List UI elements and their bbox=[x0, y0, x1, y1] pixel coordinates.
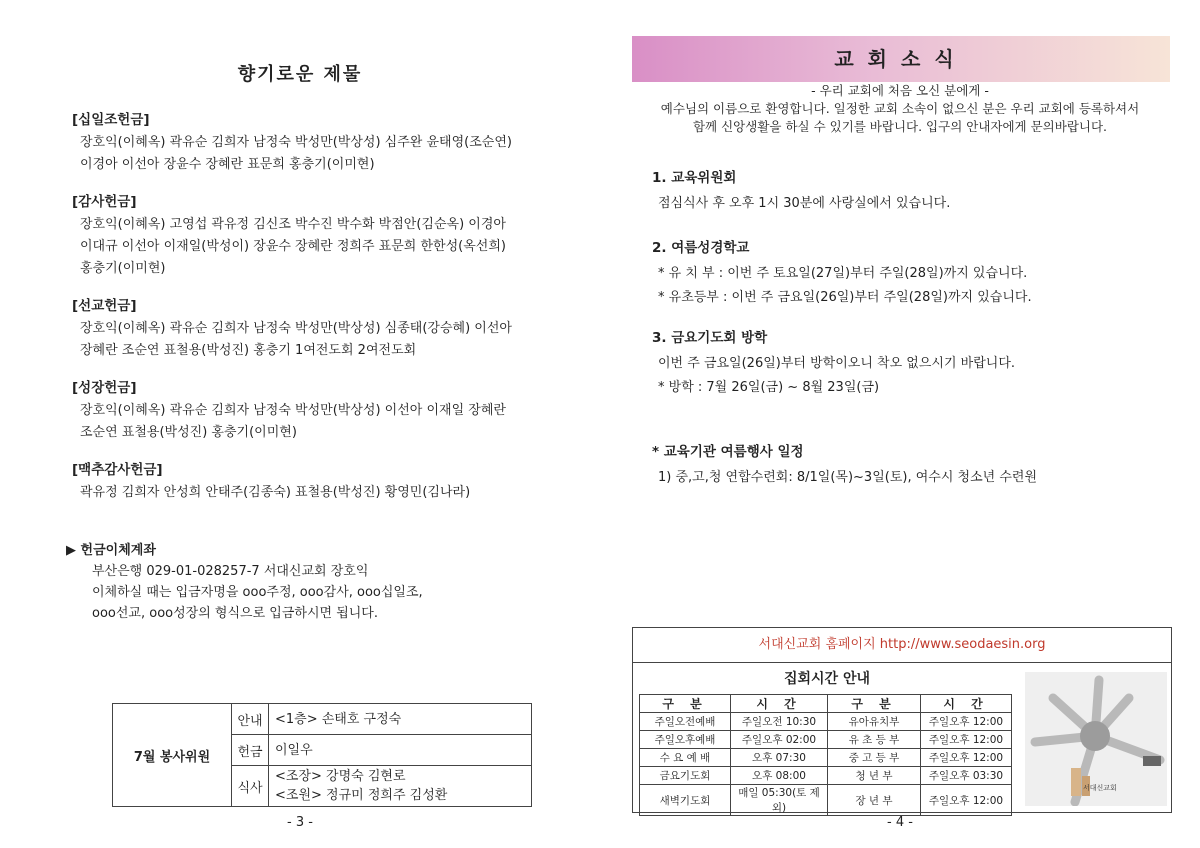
homepage-link[interactable]: 서대신교회 홈페이지 http://www.seodaesin.org bbox=[633, 628, 1171, 663]
table-cell: 유 초 등 부 bbox=[828, 731, 921, 749]
news-heading: 2. 여름성경학교 bbox=[652, 240, 750, 256]
bank-transfer-info bbox=[66, 540, 566, 624]
table-header: 시 간 bbox=[921, 695, 1012, 713]
church-news-banner: 교회소식 bbox=[632, 36, 1170, 82]
table-header: 구 분 bbox=[828, 695, 921, 713]
map-church-label: 서대신교회 bbox=[1083, 784, 1117, 792]
page-number: - 3 - bbox=[287, 815, 313, 830]
table-header: 시 간 bbox=[731, 695, 828, 713]
map-illustration bbox=[1025, 672, 1167, 806]
news-line: * 유 치 부 : 이번 주 토요일(27일)부터 주일(28일)까지 있습니다. bbox=[658, 266, 1028, 281]
offering-section-thanks bbox=[72, 190, 572, 280]
table-cell: 금요기도회 bbox=[640, 767, 731, 785]
bank-heading: ▶ 헌금이체계좌 bbox=[66, 543, 156, 558]
section-heading: [선교헌금] bbox=[72, 298, 137, 314]
table-cell: 수 요 예 배 bbox=[640, 749, 731, 767]
table-cell: 주일오후예배 bbox=[640, 731, 731, 749]
news-item-summer-bible-school bbox=[652, 236, 1172, 310]
volunteer-names: <조장> 강명숙 김현로 <조원> 정규미 정희주 김성환 bbox=[269, 766, 532, 807]
news-item-education-committee bbox=[652, 166, 1172, 216]
donor-line: 이대규 이선아 이재일(박성이) 장윤수 장혜란 정희주 표문희 한한성(옥선희) bbox=[80, 239, 506, 254]
volunteer-category: 식사 bbox=[232, 766, 269, 807]
table-cell: 주일오후 12:00 bbox=[921, 785, 1012, 816]
page-number: - 4 - bbox=[887, 815, 913, 830]
volunteer-role: 7월 봉사위원 bbox=[113, 704, 232, 807]
bank-line: 부산은행 029-01-028257-7 서대신교회 장호익 bbox=[92, 564, 369, 579]
donor-line: 장호익(이혜옥) 곽유순 김희자 남정숙 박성만(박상성) 심주완 윤태영(조순연) bbox=[80, 135, 512, 150]
donor-line: 장호익(이혜옥) 곽유순 김희자 남정숙 박성만(박상성) 이선아 이재일 장혜란 bbox=[80, 403, 506, 418]
table-row bbox=[640, 731, 1012, 749]
news-heading: * 교육기관 여름행사 일정 bbox=[652, 444, 804, 460]
volunteer-table bbox=[112, 703, 532, 807]
table-cell: 주일오전예배 bbox=[640, 713, 731, 731]
table-row bbox=[640, 713, 1012, 731]
bank-line: ooo선교, ooo성장의 형식으로 입금하시면 됩니다. bbox=[92, 606, 379, 621]
news-line: * 방학 : 7월 26일(금) ~ 8월 23일(금) bbox=[658, 380, 880, 395]
news-line: 점심식사 후 오후 1시 30분에 사랑실에서 있습니다. bbox=[658, 196, 951, 211]
table-cell: 주일오후 12:00 bbox=[921, 731, 1012, 749]
volunteer-category: 안내 bbox=[232, 704, 269, 735]
news-line: * 유초등부 : 이번 주 금요일(26일)부터 주일(28일)까지 있습니다. bbox=[658, 290, 1032, 305]
offering-section-mission bbox=[72, 294, 572, 362]
volunteer-category: 헌금 bbox=[232, 735, 269, 766]
table-cell: 유아유치부 bbox=[828, 713, 921, 731]
bank-line: 이체하실 때는 입금자명을 ooo주정, ooo감사, ooo십일조, bbox=[92, 585, 423, 600]
offering-title: 향기로운 제물 bbox=[237, 64, 363, 85]
welcome-heading: - 우리 교회에 처음 오신 분에게 - bbox=[811, 83, 989, 98]
donor-line: 조순연 표철용(박성진) 홍충기(이미현) bbox=[80, 425, 297, 440]
table-cell: 주일오후 12:00 bbox=[921, 713, 1012, 731]
right-page bbox=[600, 0, 1200, 848]
table-row bbox=[640, 749, 1012, 767]
donor-line: 곽유정 김희자 안성희 안태주(김종숙) 표철용(박성진) 황영민(김나라) bbox=[80, 485, 471, 500]
table-cell: 주일오후 12:00 bbox=[921, 749, 1012, 767]
meeting-schedule-table bbox=[639, 694, 1012, 816]
location-map bbox=[1025, 672, 1167, 806]
volunteer-names: <1층> 손태호 구정숙 bbox=[269, 704, 532, 735]
table-cell: 오후 08:00 bbox=[731, 767, 828, 785]
section-heading: [감사헌금] bbox=[72, 194, 137, 210]
table-row bbox=[640, 767, 1012, 785]
section-heading: [맥추감사헌금] bbox=[72, 462, 163, 478]
table-header: 구 분 bbox=[640, 695, 731, 713]
welcome-message bbox=[600, 82, 1200, 136]
donor-line: 이경아 이선아 장윤수 장혜란 표문희 홍충기(이미현) bbox=[80, 157, 375, 172]
welcome-line: 예수님의 이름으로 환영합니다. 일정한 교회 소속이 없으신 분은 우리 교회에 등록하셔서 bbox=[660, 101, 1140, 116]
table-cell: 주일오전 10:30 bbox=[731, 713, 828, 731]
offering-section-growth bbox=[72, 376, 572, 444]
news-item-friday-prayer-break bbox=[652, 326, 1172, 400]
news-line: 1) 중,고,청 연합수련회: 8/1일(목)~3일(토), 여수시 청소년 수련원 bbox=[658, 470, 1038, 485]
volunteer-names: 이일우 bbox=[269, 735, 532, 766]
news-heading: 1. 교육위원회 bbox=[652, 170, 737, 186]
table-cell: 매일 05:30(토 제외) bbox=[731, 785, 828, 816]
table-cell: 주일오후 02:00 bbox=[731, 731, 828, 749]
news-line: 이번 주 금요일(26일)부터 방학이오니 착오 없으시기 바랍니다. bbox=[658, 356, 1016, 371]
table-cell: 중 고 등 부 bbox=[828, 749, 921, 767]
section-heading: [십일조헌금] bbox=[72, 112, 150, 128]
offering-section-tithe bbox=[72, 108, 572, 176]
table-cell: 오후 07:30 bbox=[731, 749, 828, 767]
donor-line: 장혜란 조순연 표철용(박성진) 홍충기 1여전도회 2여전도회 bbox=[80, 343, 417, 358]
table-cell: 새벽기도회 bbox=[640, 785, 731, 816]
section-heading: [성장헌금] bbox=[72, 380, 137, 396]
news-heading: 3. 금요기도회 방학 bbox=[652, 330, 768, 346]
table-cell: 장 년 부 bbox=[828, 785, 921, 816]
donor-line: 장호익(이혜옥) 곽유순 김희자 남정숙 박성만(박상성) 심종태(강승혜) 이선아 bbox=[80, 321, 512, 336]
donor-line: 장호익(이혜옥) 고영섭 곽유정 김신조 박수진 박수화 박점안(김순옥) 이경아 bbox=[80, 217, 506, 232]
news-item-summer-events bbox=[652, 440, 1172, 490]
offering-section-harvest bbox=[72, 458, 572, 504]
meeting-title: 집회시간 안내 bbox=[783, 671, 871, 687]
table-cell: 청 년 부 bbox=[828, 767, 921, 785]
table-row bbox=[640, 785, 1012, 816]
meeting-info-box bbox=[632, 627, 1172, 813]
donor-line: 홍충기(이미현) bbox=[80, 261, 166, 276]
table-cell: 주일오후 03:30 bbox=[921, 767, 1012, 785]
welcome-line: 함께 신앙생활을 하실 수 있기를 바랍니다. 입구의 안내자에게 문의바랍니다. bbox=[692, 119, 1108, 134]
